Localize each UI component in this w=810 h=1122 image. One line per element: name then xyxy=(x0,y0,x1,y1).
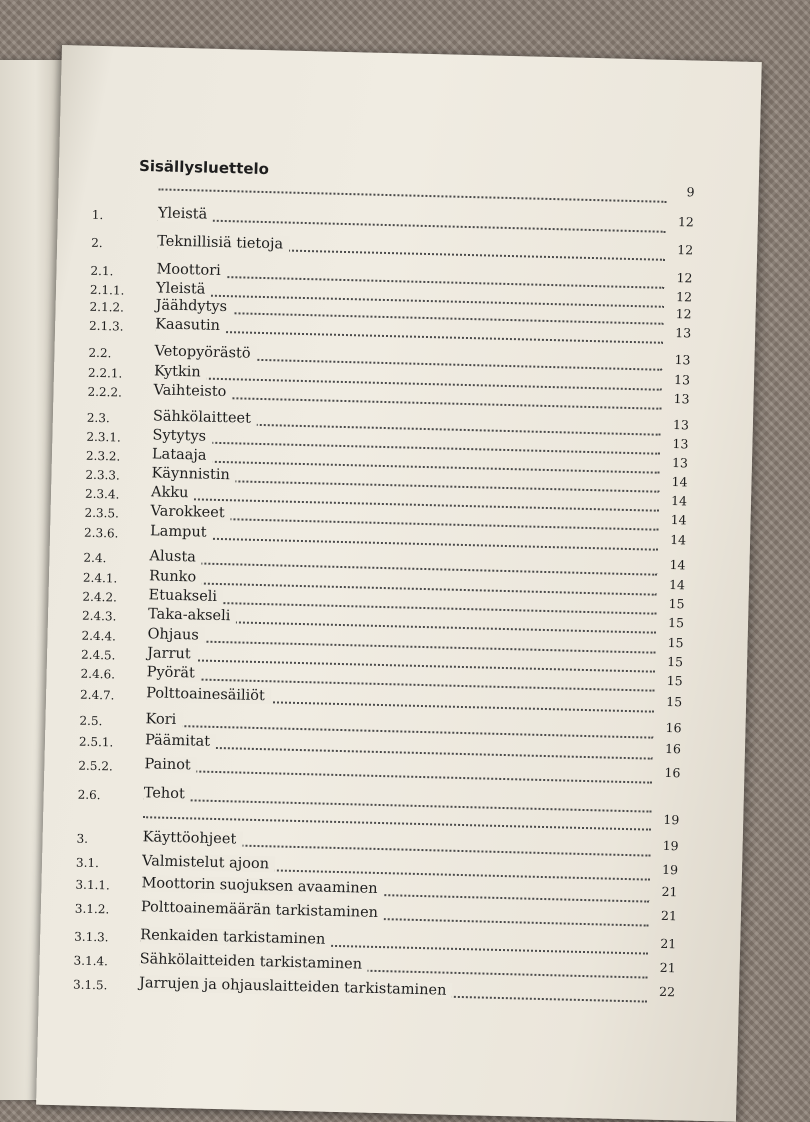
toc-entry-label: Käyttöohjeet xyxy=(142,829,242,847)
toc-entry-number: 2.3.2. xyxy=(85,448,121,464)
toc-entry-label: Valmistelut ajoon xyxy=(142,853,275,872)
toc-entry-label: Pyörät xyxy=(147,664,201,681)
leader-dots xyxy=(158,188,666,202)
toc-entry-number: 2.3.1. xyxy=(86,429,121,445)
toc-entry-page: 14 xyxy=(670,532,687,548)
table-of-contents xyxy=(72,174,703,1000)
toc-entry-page: 12 xyxy=(676,270,693,286)
toc-entry-label: Sähkölaitteet xyxy=(153,408,257,427)
toc-entry-number: 3.1.3. xyxy=(74,929,109,945)
toc-entry-label: Kytkin xyxy=(154,363,207,380)
toc-entry-number: 2.5. xyxy=(79,713,103,729)
toc-entry-page: 13 xyxy=(675,325,692,341)
toc-entry-page: 13 xyxy=(672,417,690,433)
toc-entry-number: 2.3. xyxy=(86,410,110,426)
toc-entry-page: 19 xyxy=(662,837,679,854)
toc-entry-page: 12 xyxy=(675,306,692,322)
toc-entry-number: 2.4.7. xyxy=(79,687,115,703)
document-page xyxy=(36,45,762,1122)
toc-entry-page: 9 xyxy=(686,184,695,200)
toc-entry-page: 15 xyxy=(666,672,683,689)
toc-entry-number: 2.6. xyxy=(77,787,101,803)
toc-entry-label: Painot xyxy=(144,756,197,773)
toc-entry-number: 2.3.6. xyxy=(83,525,119,541)
toc-entry-page: 14 xyxy=(670,512,687,528)
toc-entry-label: Lataaja xyxy=(152,446,213,463)
toc-entry-page: 15 xyxy=(667,614,685,631)
toc-entry-number: 2.4.3. xyxy=(81,608,117,624)
toc-entry-number: 2.1.1. xyxy=(89,282,125,298)
toc-entry-label: Sähkölaitteiden tarkistaminen xyxy=(139,951,368,973)
toc-entry-label: Varokkeet xyxy=(150,503,230,521)
toc-entry-label: Lamput xyxy=(150,523,213,541)
leader-dots xyxy=(143,816,651,830)
toc-entry-page: 12 xyxy=(677,214,695,230)
toc-entry-label: Jarrut xyxy=(147,645,197,662)
toc-entry-label: Sytytys xyxy=(152,427,212,444)
toc-entry-number: 3.1.2. xyxy=(74,901,110,917)
toc-entry-number: 2.4. xyxy=(83,550,107,566)
toc-entry-page: 13 xyxy=(673,372,691,388)
toc-entry-page: 14 xyxy=(668,576,686,593)
toc-entry-label: Vetopyörästö xyxy=(154,343,256,361)
toc-entry-page: 21 xyxy=(660,907,678,924)
toc-entry-label: Renkaiden tarkistaminen xyxy=(140,927,331,948)
toc-entry-number: 2.3.3. xyxy=(85,467,121,483)
toc-entry-number: 2.4.1. xyxy=(82,570,118,586)
toc-entry-label: Jarrujen ja ohjauslaitteiden tarkistaminen xyxy=(139,975,453,999)
toc-entry-number: 2.4.4. xyxy=(81,628,117,644)
toc-entry-number: 2.4.5. xyxy=(80,647,116,663)
toc-entry-label: Etuakseli xyxy=(148,587,223,605)
toc-entry-label: Runko xyxy=(149,568,203,585)
toc-entry-page: 13 xyxy=(671,455,689,471)
toc-entry-label: Käynnistin xyxy=(151,465,236,483)
toc-entry-page: 13 xyxy=(673,391,690,407)
toc-entry-label: Kaasutin xyxy=(155,316,226,334)
toc-entry-page: 15 xyxy=(668,595,685,612)
toc-entry-number: 2.1.3. xyxy=(88,318,124,334)
toc-entry-label: Moottorin suojuksen avaaminen xyxy=(141,875,383,897)
leader-dots xyxy=(158,218,666,232)
toc-entry-page: 15 xyxy=(666,693,683,710)
toc-entry-label: Moottori xyxy=(156,261,227,279)
toc-entry-number: 3.1. xyxy=(75,855,100,871)
toc-entry-page: 13 xyxy=(674,352,691,368)
toc-entry-number: 2.2.1. xyxy=(87,365,123,381)
toc-entry-page: 12 xyxy=(675,289,693,305)
toc-entry-page: 19 xyxy=(663,811,680,828)
toc-entry-number: 2.4.6. xyxy=(80,666,116,682)
toc-entry-page: 12 xyxy=(677,242,694,258)
toc-entry-page: 15 xyxy=(667,634,684,651)
toc-entry-number: 2. xyxy=(91,235,103,251)
toc-entry-label: Päämitat xyxy=(145,732,216,750)
toc-entry-number: 2.4.2. xyxy=(82,589,118,605)
toc-entry-page: 15 xyxy=(667,653,684,670)
toc-entry-page: 13 xyxy=(672,436,689,452)
toc-entry-page: 22 xyxy=(658,983,676,1000)
toc-entry-label: Kori xyxy=(145,711,182,728)
toc-entry-number: 1. xyxy=(91,207,104,223)
toc-entry-number: 2.1. xyxy=(90,263,114,279)
toc-entry-page: 14 xyxy=(670,493,688,509)
toc-entry-number: 2.3.5. xyxy=(84,505,120,521)
toc-entry-number: 3. xyxy=(76,831,89,846)
toc-entry-number: 2.3.4. xyxy=(84,486,120,502)
toc-entry-page: 14 xyxy=(669,557,686,573)
toc-entry-label: Taka-akseli xyxy=(148,606,237,624)
toc-entry-page: 21 xyxy=(659,959,676,976)
toc-entry-label: Ohjaus xyxy=(147,626,205,643)
page-title: Sisällysluettelo xyxy=(138,156,270,179)
toc-entry-page: 19 xyxy=(661,861,679,878)
toc-entry-number: 3.1.5. xyxy=(72,977,108,993)
toc-entry-page: 16 xyxy=(664,764,681,781)
leader-dots xyxy=(150,536,658,550)
toc-entry-page: 16 xyxy=(665,719,682,736)
toc-entry-page: 16 xyxy=(664,740,682,757)
toc-entry-label: Yleistä xyxy=(158,205,214,222)
toc-entry-number: 2.5.2. xyxy=(78,758,113,774)
toc-entry-number: 2.5.1. xyxy=(78,734,114,750)
toc-entry-number: 2.2. xyxy=(88,345,112,361)
leader-dots xyxy=(144,769,652,783)
toc-entry-number: 3.1.4. xyxy=(73,953,109,969)
toc-entry-label: Alusta xyxy=(149,548,202,565)
toc-entry-label: Polttoainesäiliöt xyxy=(146,685,271,704)
toc-entry-label: Tehot xyxy=(144,785,191,802)
toc-entry-page: 21 xyxy=(660,935,677,952)
toc-entry-label: Akku xyxy=(151,484,195,501)
toc-entry-number: 2.1.2. xyxy=(89,299,125,315)
toc-entry-label: Vaihteisto xyxy=(153,382,232,400)
toc-entry-label: Polttoainemäärän tarkistaminen xyxy=(141,899,384,921)
toc-entry-label: Yleistä xyxy=(156,280,212,297)
leader-dots xyxy=(155,329,663,343)
toc-entry-number: 2.2.2. xyxy=(87,384,123,400)
toc-entry-page: 14 xyxy=(671,474,688,490)
toc-entry-number: 3.1.1. xyxy=(75,877,111,893)
toc-entry xyxy=(92,174,702,209)
toc-entry-label: Jäähdytys xyxy=(155,297,233,315)
toc-entry-page: 21 xyxy=(661,883,678,900)
toc-entry-label: Teknillisiä tietoja xyxy=(157,233,289,252)
